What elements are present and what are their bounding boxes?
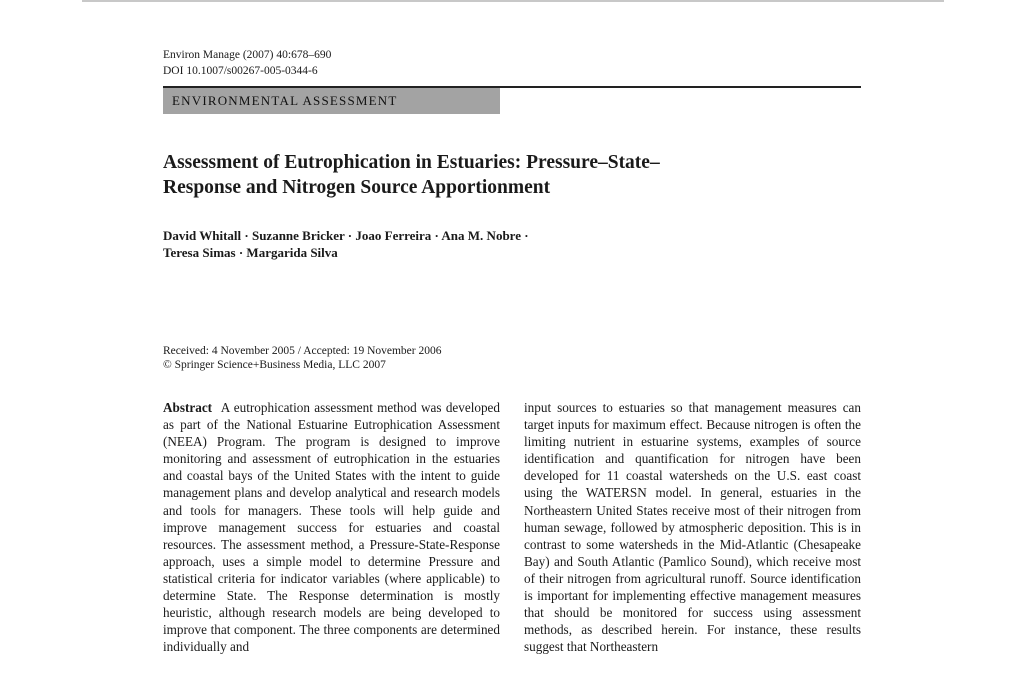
abstract-label: Abstract: [163, 400, 213, 415]
author-list: [163, 227, 861, 261]
copyright-notice: © Springer Science+Business Media, LLC 2007: [163, 359, 386, 371]
title-line-1: Assessment of Eutrophication in Estuaries: Pressure–State–: [163, 152, 660, 173]
authors-line-1: David Whitall · Suzanne Bricker · Joao Ferreira · Ana M. Nobre ·: [163, 228, 529, 243]
doi: DOI 10.1007/s00267-005-0344-6: [163, 65, 318, 77]
abstract-text-left: A eutrophication assessment method was developed as part of the National Estuarine Eutrophication Assessment (NEEA) Program. The program is designed to improve monitoring and assessment of eutrophication in the estuaries and coastal bays of the United States with the intent to guide management plans and develop analytical and research models and tools for managers. These tools will help guide and improve management success for estuaries and coastal resources. The assessment method, a Pressure-State-Response approach, uses a simple model to determine Pressure and statistical criteria for indicator variables (where applicable) to determine State. The Response determination is mostly heuristic, although research models are being developed to improve that component. The three components are determined individually and: [163, 400, 501, 655]
authors-line-2: Teresa Simas · Margarida Silva: [163, 245, 338, 260]
top-rule: [82, 0, 944, 2]
abstract-column-left: [163, 399, 500, 655]
section-label: ENVIRONMENTAL ASSESSMENT: [172, 93, 398, 108]
section-tag: [163, 88, 500, 114]
journal-reference: Environ Manage (2007) 40:678–690: [163, 49, 332, 61]
received-accepted-dates: Received: 4 November 2005 / Accepted: 19 November 2006: [163, 345, 442, 357]
paper-title: [163, 150, 861, 200]
abstract-column-right: [524, 399, 861, 655]
title-line-2: Response and Nitrogen Source Apportionment: [163, 177, 551, 198]
abstract-text-right: input sources to estuaries so that management measures can target inputs for maximum effect. Because nitrogen is often the limiting nutrient in estuarine systems, examples of source identification and quantification for nitrogen have been developed for 11 coastal watersheds on the U.S. east coast using the WATERSN model. In general, estuaries in the Northeastern United States receive most of their nitrogen from human sewage, followed by atmospheric deposition. This is in contrast to some watersheds in the Mid-Atlantic (Chesapeake Bay) and South Atlantic (Pamlico Sound), which receive most of their nitrogen from agricultural runoff. Source identification is important for implementing effective management measures that should be monitored for success using assessment methods, as described herein. For instance, these results suggest that Northeastern: [524, 400, 861, 655]
